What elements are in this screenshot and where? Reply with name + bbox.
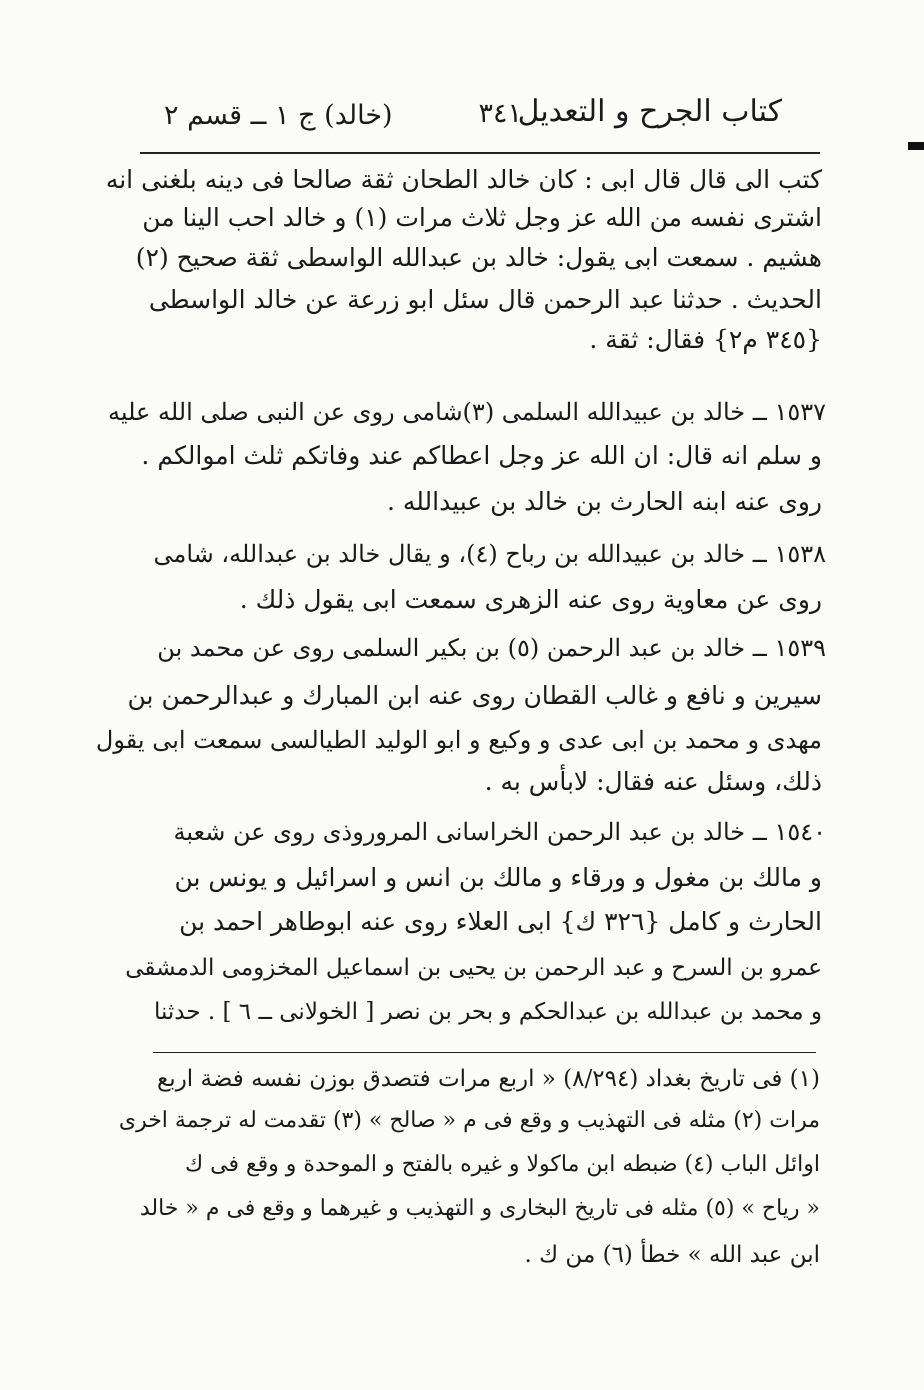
text-line: هشيم . سمعت ابى يقول: خالد بن عبدالله الواسطى ثقة صحيح (٢) (135, 243, 822, 272)
book-title: كتاب الجرح و التعديل (517, 94, 782, 129)
text-line: روى عن معاوية روى عنه الزهرى سمعت ابى يقول ذلك . (239, 585, 822, 614)
header-divider (140, 152, 820, 154)
section-label: (خالد) ج ١ ــ قسم ٢ (164, 100, 393, 131)
footnote-divider (153, 1052, 816, 1053)
footnote-line: (١) فى تاريخ بغداد (٨/٢٩٤) « اربع مرات فتصدق بوزن نفسه فضة اربع (157, 1066, 820, 1092)
footnote-line: اوائل الباب (٤) ضبطه ابن ماكولا و غيره بالفتح و الموحدة و وقع فى ك (184, 1152, 820, 1177)
text-line: الحديث . حدثنا عبد الرحمن قال سئل ابو زرعة عن خالد الواسطى (148, 285, 822, 314)
text-line: كتب الى قال قال ابى : كان خالد الطحان ثقة صالحا فى دينه بلغنى انه (105, 165, 822, 194)
text-line: سيرين و نافع و غالب القطان روى عنه ابن المبارك و عبدالرحمن بن (127, 681, 822, 710)
page-number: ٣٤١ (478, 98, 522, 129)
text-line: و مالك بن مغول و ورقاء و مالك بن انس و اسرائيل و يونس بن (174, 863, 822, 892)
text-line: ١٥٣٧ ــ خالد بن عبيدالله السلمى (٣)شامى روى عن النبى صلى الله عليه (107, 398, 826, 426)
text-line: عمرو بن السرح و عبد الرحمن بن يحيى بن اسماعيل المخزومى الدمشقى (125, 955, 822, 981)
text-line: {٣٤٥ م٢} فقال: ثقة . (589, 325, 822, 354)
text-line: ذلك، وسئل عنه فقال: لابأس به . (484, 767, 822, 796)
text-line: ١٥٣٨ ــ خالد بن عبيدالله بن رباح (٤)، و يقال خالد بن عبدالله، شامى (153, 540, 826, 568)
footnote-line: ابن عبد الله » خطأ (٦) من ك . (524, 1242, 820, 1268)
text-line: و سلم انه قال: ان الله عز وجل اعطاكم عند وفاتكم ثلث اموالكم . (141, 441, 822, 470)
text-line: الحارث و كامل {٣٢٦ ك} ابى العلاء روى عنه ابوطاهر احمد بن (179, 907, 822, 936)
text-line: اشترى نفسه من الله عز وجل ثلاث مرات (١) و خالد احب الينا من (142, 203, 822, 232)
text-line: و محمد بن عبدالله بن عبدالحكم و بحر بن نصر [ الخولانى ــ ٦ ] . حدثنا (153, 999, 822, 1025)
margin-mark (908, 142, 924, 150)
page-header (150, 88, 822, 148)
footnote-line: مرات (٢) مثله فى التهذيب و وقع فى م « صالح » (٣) تقدمت له ترجمة اخرى (118, 1108, 820, 1133)
text-line: روى عنه ابنه الحارث بن خالد بن عبيدالله . (386, 487, 822, 516)
text-line: ١٥٣٩ ــ خالد بن عبد الرحمن (٥) بن بكير السلمى روى عن محمد بن (157, 634, 826, 662)
text-line: ١٥٤٠ ــ خالد بن عبد الرحمن الخراسانى المروروذى روى عن شعبة (173, 818, 826, 846)
footnote-line: « رياح » (٥) مثله فى تاريخ البخارى و التهذيب و غيرهما و وقع فى م « خالد (139, 1196, 820, 1221)
text-line: مهدى و محمد بن ابى عدى و وكيع و ابو الوليد الطيالسى سمعت ابى يقول (95, 726, 822, 754)
